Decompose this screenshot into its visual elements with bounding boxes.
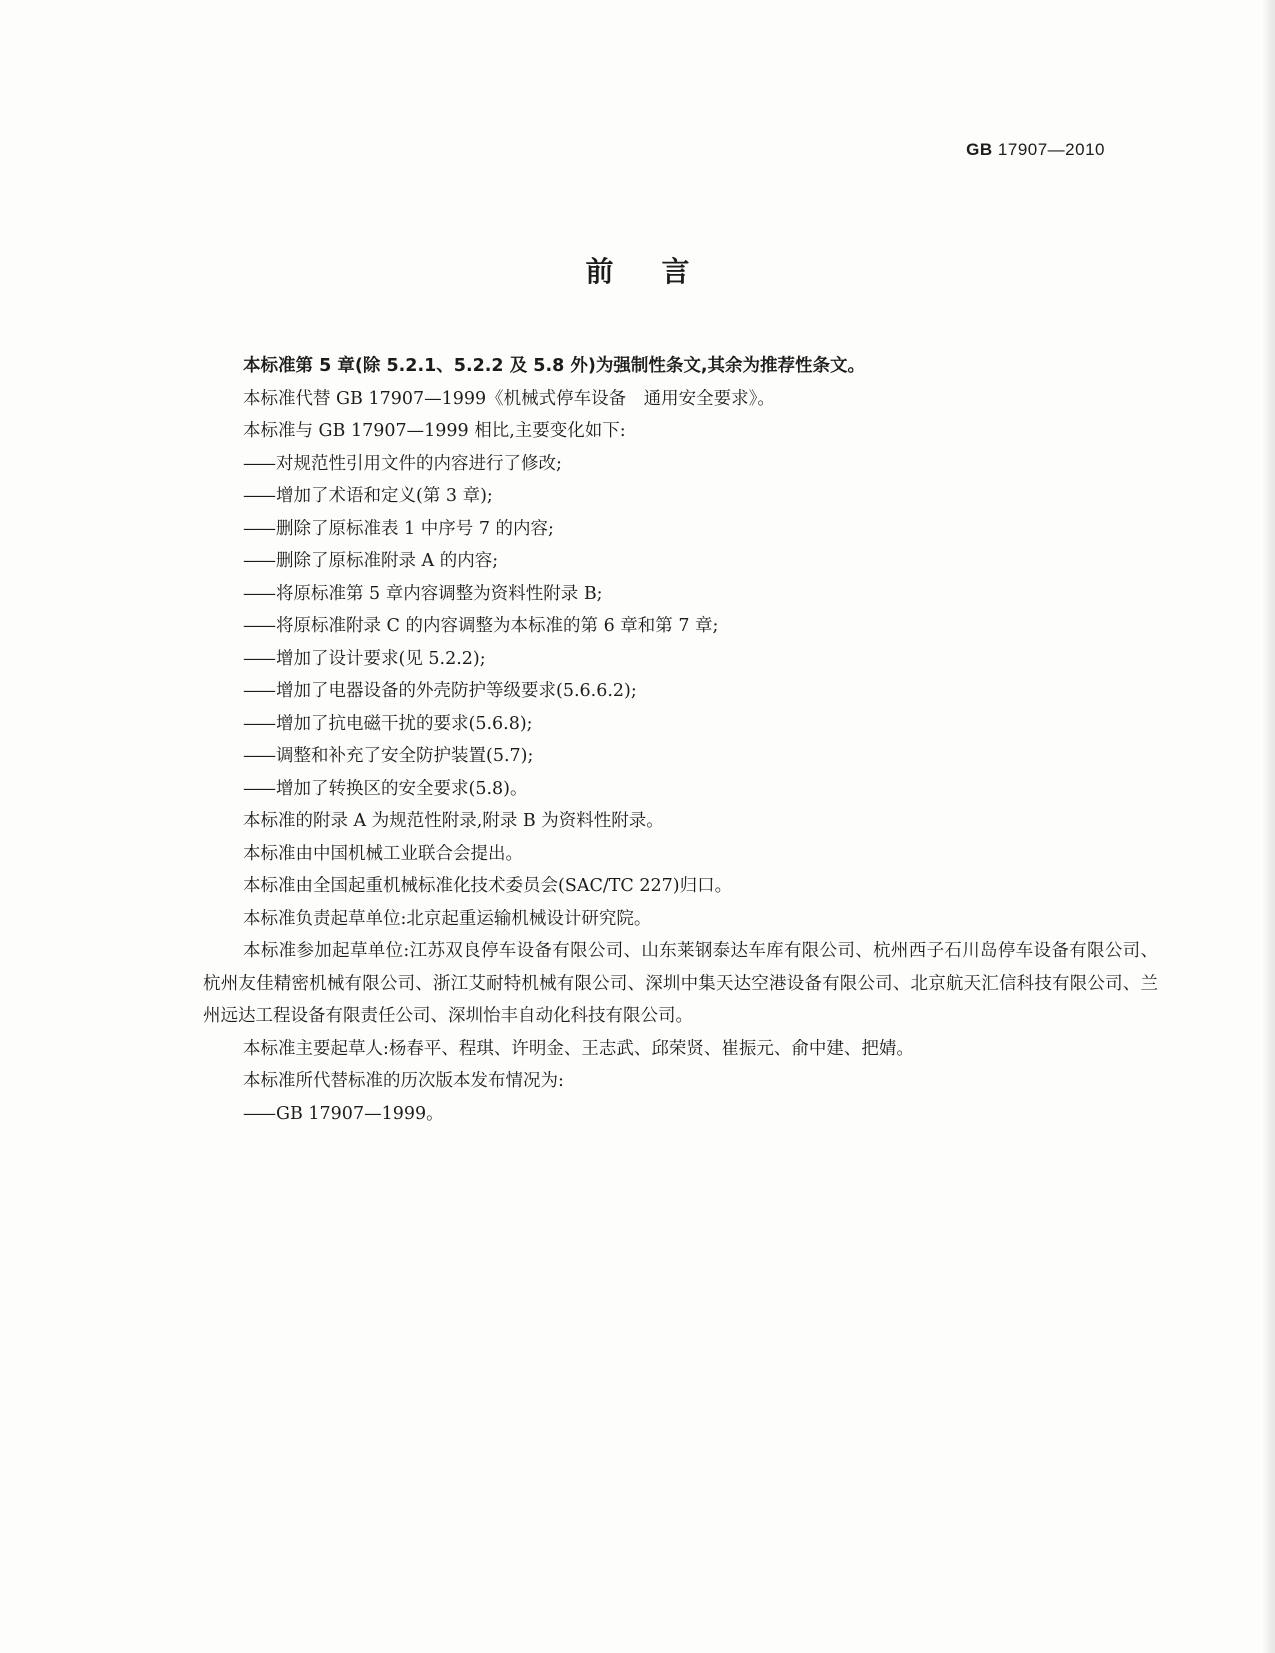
list-item-text: 对规范性引用文件的内容进行了修改; [276,453,562,474]
paragraph-appendix: 本标准的附录 A 为规范性附录,附录 B 为资料性附录。 [243,811,664,831]
title-char-2: 言 [661,255,690,288]
paragraph-replaces: 本标准代替 GB 17907—1999《机械式停车设备 通用安全要求》。 [243,388,775,409]
list-item-text: 删除了原标准表 1 中序号 7 的内容; [276,518,554,539]
list-item-text: GB 17907—1999。 [276,1103,444,1124]
dash-marker: —— [243,1103,274,1124]
list-item [203,708,1158,741]
list-item [203,773,1158,806]
list-item-text: 增加了设计要求(见 5.2.2); [276,648,486,669]
paragraph-proposer: 本标准由中国机械工业联合会提出。 [243,843,523,864]
list-item-text: 增加了抗电磁干扰的要求(5.6.8); [276,713,533,734]
paragraph-history-intro: 本标准所代替标准的历次版本发布情况为: [243,1071,564,1091]
list-item-text: 增加了术语和定义(第 3 章); [276,486,493,506]
dash-marker: —— [243,681,274,701]
changes-list [203,448,1158,806]
dash-marker: —— [243,583,274,604]
dash-marker: —— [243,518,274,539]
paragraph-lead-drafter: 本标准负责起草单位:北京起重运输机械设计研究院。 [243,908,652,929]
list-item [203,480,1158,513]
dash-marker: —— [243,453,274,474]
list-item [203,1098,1158,1131]
paragraph-committee: 本标准由全国起重机械标准化技术委员会(SAC/TC 227)归口。 [243,876,733,896]
dash-marker: —— [243,551,274,571]
dash-marker: —— [243,486,274,506]
paragraph-participating-drafters: 本标准参加起草单位:江苏双良停车设备有限公司、山东莱钢泰达车库有限公司、杭州西子石川岛停车设备有限公司、杭州友佳精密机械有限公司、浙江艾耐特机械有限公司、深圳中集天达空港设备有限公司、北京航天汇信科技有限公司、兰州远达工程设备有限责任公司、深圳怡丰自动化科技有限公司。 [203,941,1158,1026]
page-edge [1261,0,1275,1653]
dash-marker: —— [243,746,274,766]
paragraph-changes-intro: 本标准与 GB 17907—1999 相比,主要变化如下: [243,421,626,441]
list-item-text: 增加了电器设备的外壳防护等级要求(5.6.6.2); [276,681,637,701]
list-item [203,740,1158,773]
document-body [203,350,1158,1130]
standard-number [966,140,1105,160]
history-list [203,1098,1158,1131]
standard-code: 17907—2010 [997,140,1105,159]
paragraph-main-drafters: 本标准主要起草人:杨春平、程琪、许明金、王志武、邱荣贤、崔振元、俞中建、把婧。 [243,1038,914,1059]
dash-marker: —— [243,778,274,799]
list-item [203,545,1158,578]
list-item-text: 删除了原标准附录 A 的内容; [276,551,499,571]
list-item-text: 增加了转换区的安全要求(5.8)。 [276,778,528,799]
list-item-text: 将原标准附录 C 的内容调整为本标准的第 6 章和第 7 章; [276,616,719,636]
list-item [203,643,1158,676]
dash-marker: —— [243,616,274,636]
list-item [203,513,1158,546]
paragraph-mandatory-clause: 本标准第 5 章(除 5.2.1、5.2.2 及 5.8 外)为强制性条文,其余为推荐性条文。 [243,356,866,376]
dash-marker: —— [243,713,274,734]
standard-prefix: GB [966,140,993,159]
list-item-text: 调整和补充了安全防护装置(5.7); [276,746,534,766]
list-item [203,448,1158,481]
list-item-text: 将原标准第 5 章内容调整为资料性附录 B; [276,583,603,604]
list-item [203,578,1158,611]
page-title [0,250,1275,290]
dash-marker: —— [243,648,274,669]
title-char-1: 前 [585,255,614,288]
list-item [203,610,1158,643]
list-item [203,675,1158,708]
